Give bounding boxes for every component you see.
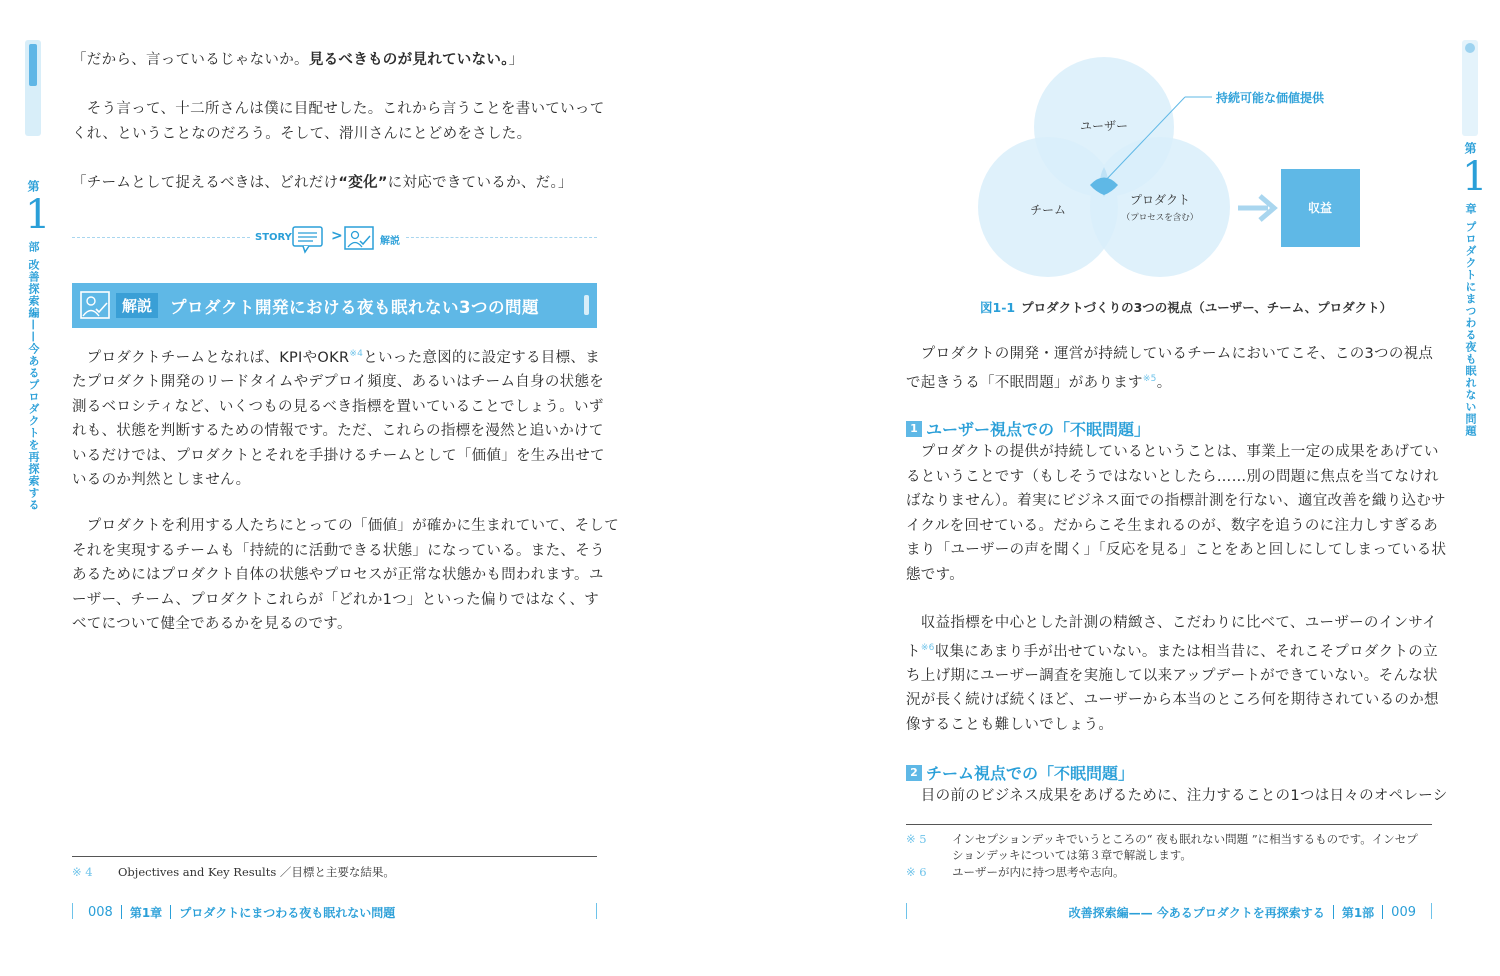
product-sublabel: （プロセスを含む） (1121, 213, 1199, 223)
revenue-label: 収益 (1307, 201, 1333, 215)
header-end-mark (584, 295, 589, 315)
folio-chapter: 第1章 (129, 905, 163, 920)
folio-left (88, 903, 395, 921)
speech-bubble-icon (291, 224, 325, 254)
page-number: 009 (1391, 904, 1416, 920)
right-paragraph-1: プロダクトの開発・運営が持続しているチームにおいてこそ、この3つの視点 で起きうる「不眠問題」があります$^{※5}$。 (906, 346, 1434, 391)
footnote-4: ※ 4 Objectives and Key Results ／目標と主要な結果。 (72, 865, 395, 879)
side-chapter-title: プロダクトにまつわる夜も眠れない問題 (1464, 221, 1477, 437)
story-quote-3: 「チームとして捉えるべきは、どれだけ“変化”に対応できているか、だ。」 (72, 175, 573, 191)
user-label: ユーザー (1079, 119, 1129, 133)
commentary-icon (344, 226, 374, 250)
story-paragraph-2: そう言って、十二所さんは僕に目配せした。これから言うことを書いていって くれ、ということなのだろう。そして、滑川さんにとどめをさした。 (72, 101, 605, 142)
heading-team-perspective: 2 チーム視点での「不眠問題」 (906, 761, 1134, 784)
footnote-ref-5[interactable]: ※5 (1142, 373, 1157, 384)
side-part-label: 第 (26, 180, 40, 193)
page-number: 008 (88, 904, 113, 920)
side-chapter-number: 1 (1462, 154, 1488, 200)
venn-diagram (970, 52, 1370, 284)
story-label: STORY (255, 232, 292, 243)
commentary-paragraph-2: プロダクトを利用する人たちにとっての「価値」が確かに生まれていて、そして それを実現するチームも「持続的に活動できる状態」になっている。また、そう あるためにはプロダクト自体の状態やプロセスが正常な状態かも問われます。ユ ーザー、チーム、プロダクトこれらが「どれか1つ」といった偏りではなく、す べてについて健全であるかを見るのです。 (72, 518, 620, 632)
footnote-ref-4[interactable]: ※4 (349, 349, 364, 359)
folio-part-title: 改善探索編—— 今あるプロダクトを再探索する (1068, 905, 1325, 920)
heading-user-perspective: 1 ユーザー視点での「不眠問題」 (906, 417, 1150, 440)
team-label: チーム (1029, 203, 1067, 217)
figure-caption: 図1-1 プロダクトづくりの3つの視点（ユーザー、チーム、プロダクト） (980, 300, 1393, 315)
chevron-right-icon: > (331, 228, 343, 244)
kaisetsu-label: 解説 (380, 236, 400, 247)
folio-edge-left (72, 903, 73, 919)
folio-edge-left (906, 903, 907, 919)
side-chapter-unit: 章 (1464, 203, 1477, 215)
side-bar (1462, 40, 1478, 136)
callout-label: 持続可能な価値提供 (1216, 91, 1325, 105)
footnote-ref-6[interactable]: ※6 (920, 642, 935, 653)
side-part-title: 改善探索編——今あるプロダクトを再探索する (27, 259, 40, 511)
side-part-number: 1 (25, 192, 51, 238)
footnote-rule (72, 856, 597, 857)
section-tag: 解説 (116, 293, 158, 318)
footnote-6: ※ 6 ユーザーが内に持つ思考や志向。 (906, 865, 1125, 879)
folio-title: プロダクトにまつわる夜も眠れない問題 (179, 905, 396, 920)
side-bar (25, 40, 41, 136)
right-paragraph-2: プロダクトの提供が持続しているということは、事業上一定の成果をあげてい るということです（もしそうではないとしたら……別の問題に焦点を当てなけれ ばなりません）。着実にビジネス面での指標計測を行ない、適宜改善を織り込むサ イクルを回せている。だからこそ生まれるのが、数字を追うのに注力しすぎるあ まり「ユーザーの声を聞く」「反応を見る」ことをあと回しにしてしまっている状 態です。 (906, 444, 1447, 583)
section-header-bar (72, 283, 597, 328)
footnote-rule (906, 824, 1432, 825)
commentary-paragraph-1: プロダクトチームとなれば、KPIやOKR$^{※4}$といった意図的に設定する目標、ま たプロダクト開発のリードタイムやデプロイ頻度、あるいはチーム自身の状態を 測るベロシティなど、いくつもの見るべき指標を置いていることでしょう。いず れも、状態を判断するための情報です。ただ、これらの指標を漫然と追いかけて いるだけでは、プロダクトとそれを手掛けるチームとして「価値」を生み出せて いるのか判然としません。 (72, 349, 605, 489)
right-paragraph-4: 目の前のビジネス成果をあげるために、注力することの1つは日々のオペレーシ (906, 788, 1448, 804)
side-part-unit: 部 (27, 241, 40, 253)
section-title: プロダクト開発における夜も眠れない3つの問題 (170, 298, 539, 317)
chapter-side-tab (1462, 40, 1488, 437)
side-chapter-label: 第 (1463, 142, 1477, 155)
commentary-icon (80, 291, 110, 319)
folio-part: 第1部 (1341, 905, 1375, 920)
story-quote-1: 「だから、言っているじゃないか。見るべきものが見れていない。」 (72, 52, 524, 68)
product-label: プロダクト (1129, 193, 1191, 207)
folio-edge-right (596, 903, 597, 919)
folio-right (1069, 903, 1416, 921)
story-divider (72, 224, 597, 252)
folio-edge-right (1431, 903, 1432, 919)
product-circle (1090, 137, 1230, 277)
footnote-5: ※ 5 インセプションデッキでいうところの“ 夜も眠れない問題 ”に相当するものです。インセプ ションデッキについては第３章で解説します。 (906, 832, 1418, 862)
part-side-tab (25, 40, 51, 511)
right-paragraph-3: 収益指標を中心とした計測の精緻さ、こだわりに比べて、ユーザーのインサイ ト$^{※6}$収集にあまり手が出せていない。または相当昔に、それこそプロダクトの立 ち上げ期にユーザー調査を実施して以来アップデートができていない。そんな状 況が長く続けば続くほど、ユーザーから本当のところ何を期待されているのか想 像することも難しいでしょう。 (906, 615, 1439, 733)
